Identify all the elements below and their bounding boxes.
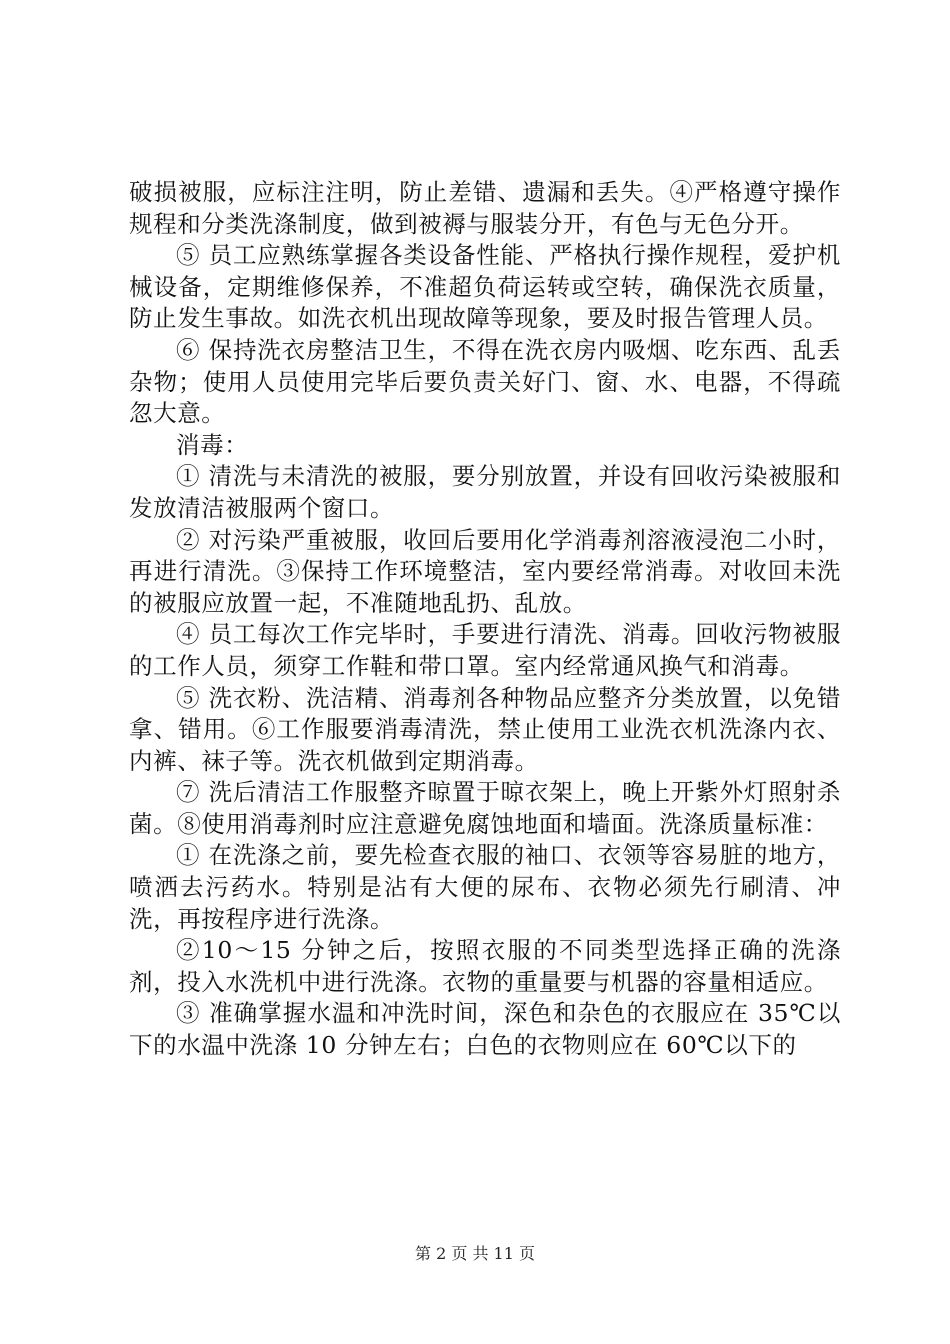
paragraph: ⑦ 洗后清洁工作服整齐晾置于晾衣架上，晚上开紫外灯照射杀菌。⑧使用消毒剂时应注意避免腐蚀地面和墙面。洗涤质量标准： [129,778,841,838]
paragraph: ② 对污染严重被服，收回后要用化学消毒剂溶液浸泡二小时，再进行清洗。③保持工作环境整洁，室内要经常消毒。对收回未洗的被服应放置一起，不准随地乱扔、乱放。 [129,525,841,617]
paragraph: ① 清洗与未清洗的被服，要分别放置，并设有回收污染被服和发放清洁被服两个窗口。 [129,462,841,522]
paragraph: ⑥ 保持洗衣房整洁卫生，不得在洗衣房内吸烟、吃东西、乱丢杂物；使用人员使用完毕后要负责关好门、窗、水、电器，不得疏忽大意。 [129,335,841,428]
paragraph: ④ 员工每次工作完毕时，手要进行清洗、消毒。回收污物被服的工作人员，须穿工作鞋和带口罩。室内经常通风换气和消毒。 [129,620,841,680]
paragraph: ① 在洗涤之前，要先检查衣服的袖口、衣领等容易脏的地方，喷洒去污药水。特别是沾有大便的尿布、衣物必须先行刷清、冲洗，再按程序进行洗涤。 [129,841,841,933]
document-body [129,177,841,1062]
paragraph: ⑤ 员工应熟练掌握各类设备性能、严格执行操作规程，爱护机械设备，定期维修保养，不准超负荷运转或空转，确保洗衣质量，防止发生事故。如洗衣机出现故障等现象，要及时报告管理人员。 [129,241,841,333]
page-footer: 第 2 页 共 11 页 [415,1244,535,1263]
paragraph: 破损被服，应标注注明，防止差错、遗漏和丢失。④严格遵守操作规程和分类洗涤制度，做到被褥与服装分开，有色与无色分开。 [129,178,841,238]
paragraph: ③ 准确掌握水温和冲洗时间，深色和杂色的衣服应在 35℃以下的水温中洗涤 10 分钟左右；白色的衣物则应在 60℃以下的 [129,999,841,1060]
paragraph: ⑤ 洗衣粉、洗洁精、消毒剂各种物品应整齐分类放置，以免错拿、错用。⑥工作服要消毒清洗，禁止使用工业洗衣机洗涤内衣、内裤、袜子等。洗衣机做到定期消毒。 [129,683,841,775]
section-heading: 消毒： [176,430,249,459]
paragraph: ②10～15 分钟之后，按照衣服的不同类型选择正确的洗涤剂，投入水洗机中进行洗涤。衣物的重量要与机器的容量相适应。 [129,936,841,996]
